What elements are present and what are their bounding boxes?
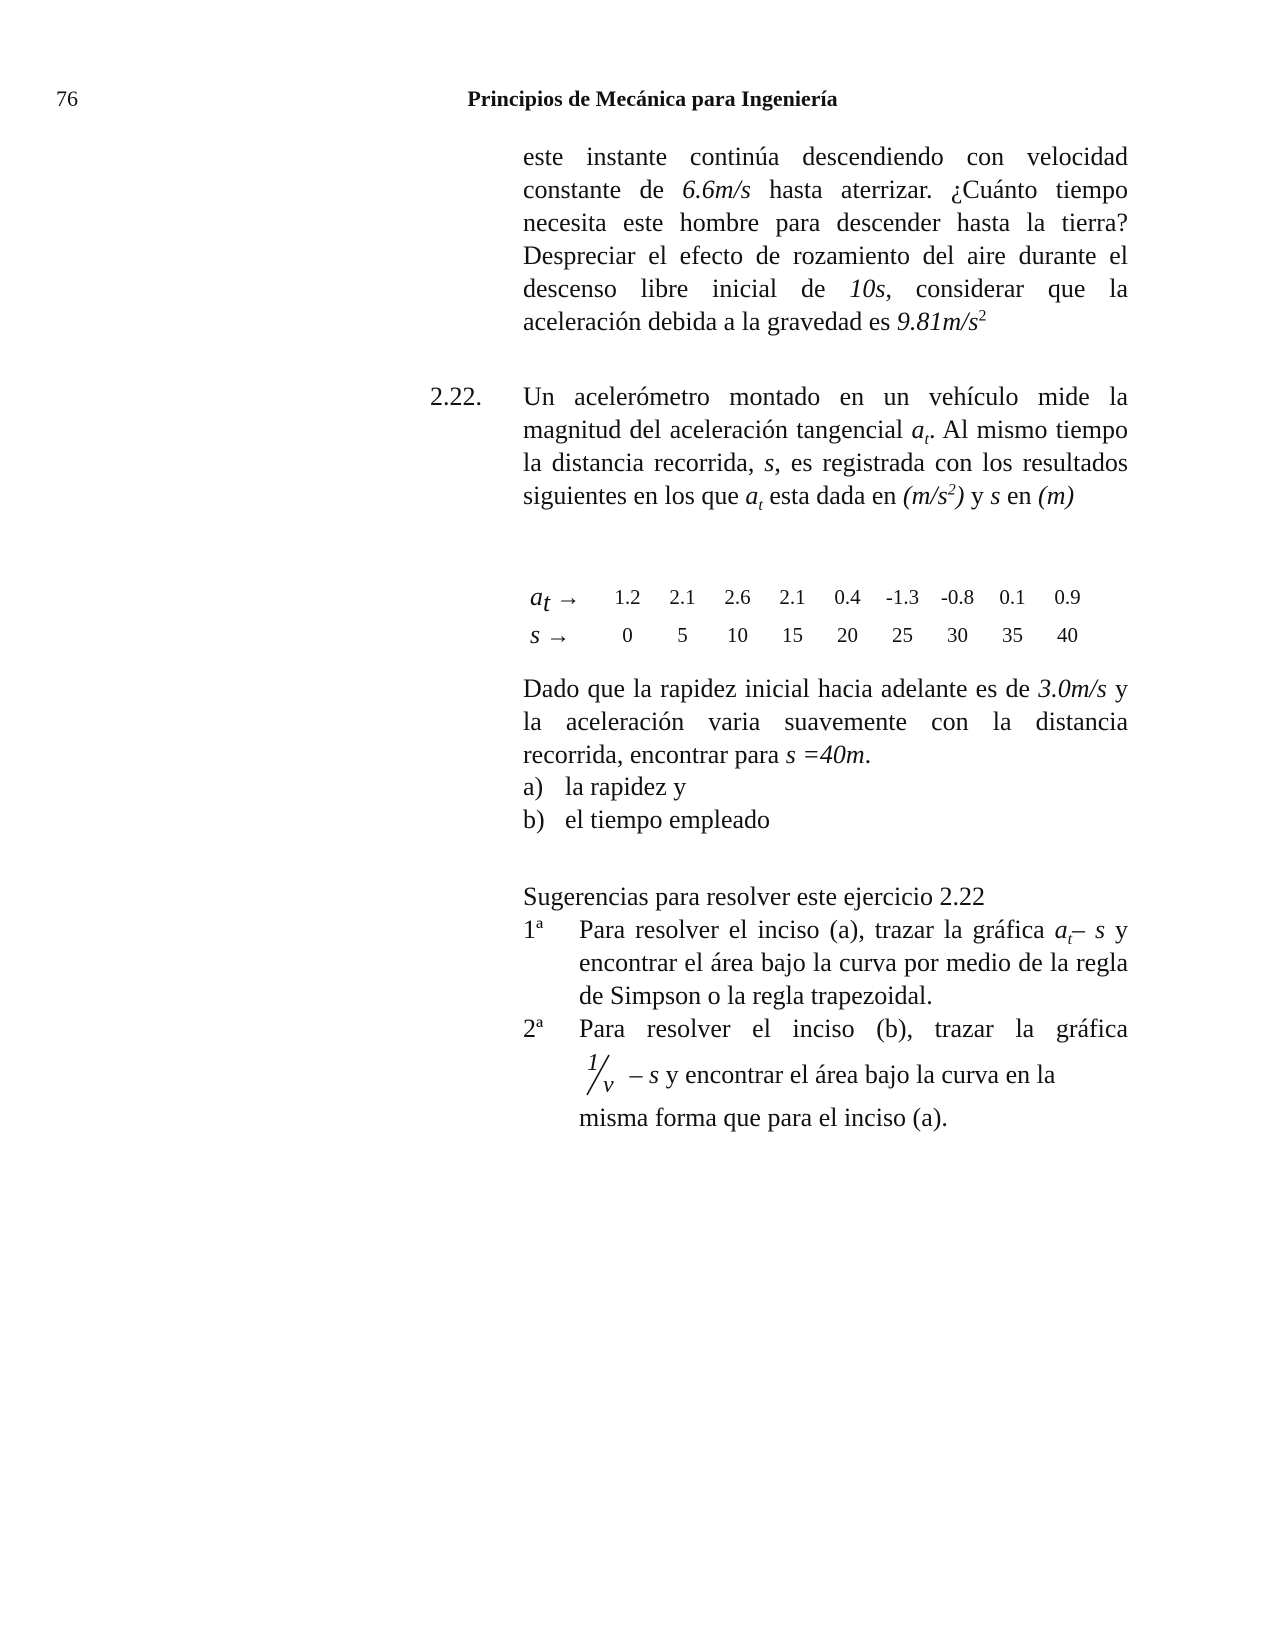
value: s =40m — [785, 740, 865, 769]
text: y encontrar el área bajo la curva en la — [659, 1060, 1056, 1089]
formula-line — [579, 1050, 1128, 1098]
symbol: s — [764, 448, 775, 477]
table-cell: 20 — [837, 622, 858, 647]
symbol: s — [990, 481, 1001, 510]
unit: (m/s — [902, 481, 948, 510]
hints-title: Sugerencias para resolver este ejercicio 2.22 — [523, 882, 986, 911]
hint-text: Para resolver el inciso (a), trazar la gráfica $a_t-$ s y encontrar el área bajo la curva por medio de la regla de Simpson o la regla trapezoidal. — [579, 915, 1129, 1010]
table-cell: 5 — [677, 622, 688, 647]
denominator: v — [603, 1072, 614, 1098]
table-cell: 30 — [947, 622, 968, 647]
table-cell: 0.1 — [999, 584, 1026, 609]
subscript: t — [758, 497, 763, 515]
given-paragraph — [523, 672, 1128, 771]
table-cell: 2.1 — [669, 584, 696, 609]
table-cell: -1.3 — [885, 584, 920, 609]
table-cell: 40 — [1057, 622, 1078, 647]
running-title: Principios de Mecánica para Ingeniería — [467, 86, 838, 111]
item-text: el tiempo empleado — [565, 805, 771, 834]
intro-paragraph — [523, 140, 1128, 338]
problem-number: 2.22. — [430, 382, 482, 411]
row-label-at: $a_t$ → — [530, 582, 581, 617]
page-number: 76 — [56, 86, 78, 111]
table-cell: 2.1 — [779, 584, 806, 609]
row-label-s: s → — [530, 620, 571, 649]
table-cell: 25 — [892, 622, 913, 647]
hint-number: 1ª — [523, 915, 544, 944]
fraction-slash — [579, 1049, 623, 1099]
numerator: 1 — [587, 1050, 599, 1076]
problem-statement — [523, 380, 1128, 515]
unit: ) — [955, 481, 965, 510]
text: y la aceleración varia suavemente con la distancia recorrida, encontrar para — [523, 674, 1129, 769]
exponent: 2 — [947, 481, 956, 499]
symbol: a — [745, 481, 759, 510]
table-cell: -0.8 — [940, 584, 975, 609]
table-row-at — [530, 578, 1095, 616]
text: esta dada en — [762, 481, 903, 510]
value: 10s — [849, 274, 886, 303]
text: – — [629, 1060, 649, 1089]
hint-number: 2ª — [523, 1014, 544, 1043]
text: y — [964, 481, 991, 510]
table-cell: 1.2 — [614, 584, 641, 609]
subscript: t — [924, 431, 929, 449]
fraction-1-over-v — [579, 1050, 623, 1098]
text: Un acelerómetro montado en un vehículo mide la magnitud del aceleración tangencial — [523, 382, 1128, 444]
table-cell: 0.9 — [1054, 584, 1081, 609]
value: 6.6m/s — [682, 175, 751, 204]
list-item — [523, 803, 770, 836]
table-cell: 15 — [782, 622, 803, 647]
item-text: la rapidez y — [565, 772, 687, 801]
data-table — [530, 578, 1095, 654]
table-cell: 35 — [1002, 622, 1023, 647]
text: este instante continúa descendiendo con velocidad constante de — [523, 142, 1128, 204]
item-label: a) — [523, 772, 544, 801]
text: en — [1000, 481, 1039, 510]
table-cell: 10 — [727, 622, 748, 647]
text: , considerar que la aceleración debida a la gravedad es — [523, 274, 1128, 336]
value: 3.0m/s — [1038, 674, 1107, 703]
text: hasta aterrizar. ¿Cuánto tiempo necesita este hombre para descender hasta la tierra? Despreciar el efecto de rozamiento del aire durante el descenso libre inicial de — [523, 175, 1128, 303]
table-row-s — [530, 616, 1095, 654]
text: Dado que la rapidez inicial hacia adelante es de — [523, 674, 1039, 703]
symbol: a — [911, 415, 925, 444]
table-cell: 0 — [622, 622, 633, 647]
unit: (m) — [1038, 481, 1075, 510]
table-cell: 2.6 — [724, 584, 751, 609]
table-cell: 0.4 — [834, 584, 861, 609]
hint-item — [523, 1012, 1128, 1134]
hint-text — [579, 1012, 1128, 1134]
symbol: s — [649, 1060, 660, 1089]
text: misma forma que para el inciso (a). — [579, 1103, 948, 1132]
text: Para resolver el inciso (b), trazar la gráfica — [579, 1014, 1128, 1043]
text: , es registrada con los resultados siguientes en los que — [523, 448, 1128, 510]
hint-item — [523, 913, 1128, 1012]
item-label: b) — [523, 805, 545, 834]
list-item — [523, 770, 686, 803]
exponent: 2 — [978, 307, 987, 325]
text: . Al mismo tiempo la distancia recorrida, — [523, 415, 1128, 477]
text: . — [864, 740, 872, 769]
value: 9.81m/s — [896, 307, 979, 336]
